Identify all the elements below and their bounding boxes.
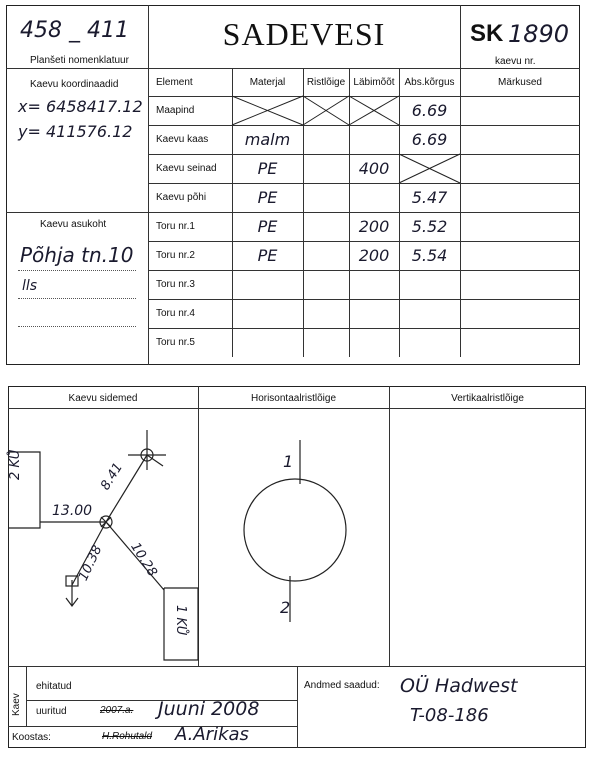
sheet-label: Planšeti nomenklatuur bbox=[30, 55, 129, 66]
sketch-dist-up: 8.41 bbox=[98, 460, 127, 493]
koostas-name: A.Arikas bbox=[175, 724, 249, 745]
uuritud-date: Juuni 2008 bbox=[158, 698, 260, 720]
table-header: Materjal bbox=[249, 77, 286, 88]
sketch-dist-down-left: 10.38 bbox=[76, 543, 106, 584]
section-vertikaal: Vertikaalristlõige bbox=[451, 393, 524, 404]
table-cell-labimoot: 200 bbox=[358, 246, 390, 265]
andmed-company: OÜ Hadwest bbox=[400, 675, 518, 697]
divider bbox=[297, 666, 298, 748]
kaev-label: Kaev bbox=[11, 693, 22, 716]
table-cell-element: Toru nr.1 bbox=[156, 221, 195, 232]
table-cell-element: Toru nr.2 bbox=[156, 250, 195, 261]
coord-x: x= 6458417.12 bbox=[18, 97, 143, 116]
table-header: Läbimõõt bbox=[353, 77, 395, 88]
divider bbox=[8, 726, 297, 727]
uuritud-label: uuritud bbox=[36, 706, 67, 717]
uuritud-print: 2007.a. bbox=[100, 705, 134, 716]
section-sidemed: Kaevu sidemed bbox=[68, 393, 138, 404]
table-cell-abs: 6.69 bbox=[411, 101, 448, 120]
section-horisontaal: Horisontaalristlõige bbox=[250, 393, 337, 404]
table-cell-abs: 5.52 bbox=[411, 217, 448, 236]
andmed-label: Andmed saadud: bbox=[304, 680, 380, 691]
sheet-number: 458 _ 411 bbox=[20, 18, 129, 43]
table-cell-labimoot: 200 bbox=[358, 217, 390, 236]
kaevu-nr-label: kaevu nr. bbox=[495, 56, 536, 67]
coord-y: y= 411576.12 bbox=[18, 122, 133, 141]
table-cell-materjal: PE bbox=[257, 159, 278, 178]
sketch-label-building-left: 2 KŮ bbox=[8, 449, 23, 480]
koostas-label: Koostas: bbox=[12, 732, 51, 743]
sk-number: 1890 bbox=[508, 20, 570, 48]
table-cell-element: Kaevu kaas bbox=[156, 134, 209, 145]
table-cell-element: Toru nr.3 bbox=[156, 279, 195, 290]
divider bbox=[26, 666, 27, 726]
table-cell-element: Maapind bbox=[156, 105, 195, 116]
table-cell-element: Kaevu seinad bbox=[156, 163, 217, 174]
table-cell-materjal: PE bbox=[257, 246, 278, 265]
table-cell-abs: 5.54 bbox=[411, 246, 448, 265]
table-header: Element bbox=[156, 77, 193, 88]
table-cell-abs: 5.47 bbox=[411, 188, 448, 207]
ehitatud-label: ehitatud bbox=[36, 681, 72, 692]
table-cell-element: Toru nr.5 bbox=[156, 337, 195, 348]
coords-label: Kaevu koordinaadid bbox=[30, 79, 119, 90]
table-header: Märkused bbox=[498, 77, 542, 88]
page-title: SADEVESI bbox=[222, 16, 386, 52]
table-cell-materjal: malm bbox=[244, 130, 291, 149]
hcross-pipe1: 1 bbox=[283, 452, 294, 471]
location-line1: Põhja tn.10 bbox=[20, 243, 134, 267]
sketch-dist-down-right: 10.28 bbox=[127, 540, 160, 580]
table-cell-abs: 6.69 bbox=[411, 130, 448, 149]
sketch-label-building-right: 1 KŮ bbox=[173, 605, 188, 636]
location-line2: lls bbox=[22, 278, 38, 294]
andmed-reference: T-08-186 bbox=[410, 705, 489, 726]
location-label: Kaevu asukoht bbox=[40, 219, 107, 230]
hcross-pipe2: 2 bbox=[280, 598, 291, 617]
sk-prefix: SK bbox=[470, 20, 504, 47]
koostas-print: H.Rohutald bbox=[102, 731, 153, 742]
sketch-dist-left: 13.00 bbox=[52, 503, 93, 519]
table-header: Ristlõige bbox=[306, 77, 346, 88]
table-cell-element: Kaevu põhi bbox=[156, 192, 207, 203]
table-header: Abs.kõrgus bbox=[404, 77, 455, 88]
table-cell-element: Toru nr.4 bbox=[156, 308, 195, 319]
table-cell-materjal: PE bbox=[257, 188, 278, 207]
table-cell-labimoot: 400 bbox=[358, 159, 390, 178]
table-cell-materjal: PE bbox=[257, 217, 278, 236]
